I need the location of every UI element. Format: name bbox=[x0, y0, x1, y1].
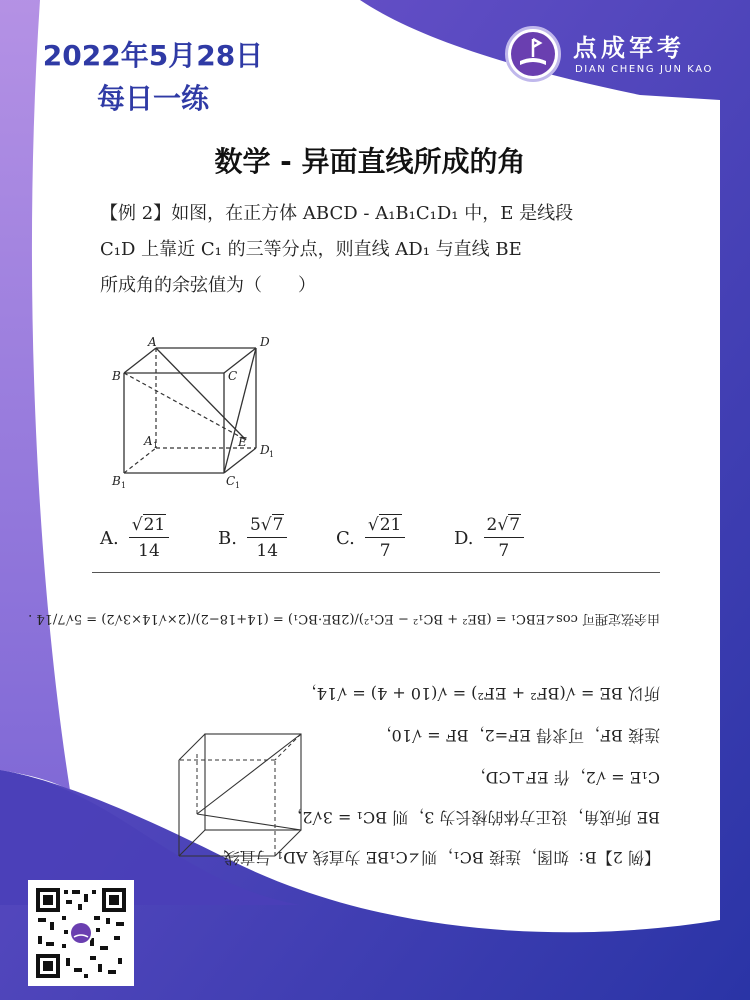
question-line-2: C₁D 上靠近 C₁ 的三等分点，则直线 AD₁ 与直线 BE bbox=[100, 239, 522, 260]
label-d1: D bbox=[260, 443, 270, 457]
option-c[interactable] bbox=[336, 510, 405, 566]
option-c-denominator: 7 bbox=[379, 541, 391, 561]
solution-cube-figure bbox=[165, 720, 315, 870]
sub-d1: 1 bbox=[269, 450, 275, 459]
option-d-denominator: 7 bbox=[498, 541, 510, 561]
sub-c1: 1 bbox=[235, 481, 241, 490]
question-line-3: 所成角的余弦值为（ ） bbox=[100, 275, 316, 296]
question-text bbox=[100, 196, 680, 304]
option-d[interactable] bbox=[454, 510, 524, 566]
option-b[interactable] bbox=[218, 510, 287, 566]
logo-subtitle: DIAN CHENG JUN KAO bbox=[575, 64, 714, 75]
divider-line bbox=[92, 572, 660, 573]
sub-a1: 1 bbox=[153, 441, 159, 450]
sub-b1: 1 bbox=[121, 481, 127, 490]
solution-line-4: 连接 BF，可求得 EF=2，BF = √10， bbox=[375, 726, 660, 745]
option-a-letter: A. bbox=[100, 527, 119, 549]
label-b: B bbox=[112, 369, 121, 383]
option-c-value: $\frac{√21}{7}$ bbox=[365, 515, 405, 561]
option-d-value: $\frac{2√7}{7}$ bbox=[484, 515, 525, 561]
option-b-letter: B. bbox=[218, 527, 237, 549]
question-line-1-text: 如图，在正方体 ABCD - A₁B₁C₁D₁ 中，E 是线段 bbox=[171, 203, 574, 224]
option-c-radicand: 21 bbox=[379, 515, 402, 535]
option-d-letter: D. bbox=[454, 527, 474, 549]
logo-name: 点成军考 bbox=[573, 34, 685, 62]
label-c1: C bbox=[226, 474, 236, 488]
logo-emblem-icon bbox=[505, 26, 561, 82]
option-a-value: $\frac{√21}{14}$ bbox=[129, 515, 169, 561]
solution-line-6: 由余弦定理可 cos∠EBC₁ = (BE² + BC₁² − EC₁²)/(2BE·BC₁) = (14+18−2)/(2×√14×3√2) = 5√7/14 . bbox=[28, 611, 660, 626]
label-b1: B bbox=[112, 474, 121, 488]
option-a-denominator: 14 bbox=[138, 541, 160, 561]
option-d-coef: 2 bbox=[486, 515, 498, 535]
label-d: D bbox=[260, 335, 270, 349]
option-c-letter: C. bbox=[336, 527, 355, 549]
label-e: E bbox=[238, 435, 247, 449]
label-a: A bbox=[148, 335, 157, 349]
solution-line-5: 所以 BE = √(BF² + EF²) = √(10 + 4) = √14， bbox=[300, 684, 660, 703]
solution-line-2: BE 所成角，设正方体的棱长为 3，则 BC₁ = 3√2， bbox=[286, 808, 660, 827]
option-b-coef: 5 bbox=[249, 515, 261, 535]
solution-upside-down bbox=[28, 586, 660, 870]
option-a-radicand: 21 bbox=[143, 515, 166, 535]
solution-line-1: 【例 2】B：如图，连接 BC₁，则∠C₁BE 为直线 AD₁ 与直线 bbox=[223, 848, 660, 867]
option-d-radicand: 7 bbox=[509, 515, 521, 535]
option-a[interactable] bbox=[100, 510, 169, 566]
page-title: 数学 - 异面直线所成的角 bbox=[214, 145, 526, 178]
question-tag: 【例 2】 bbox=[100, 203, 172, 224]
question-line-1 bbox=[100, 196, 680, 232]
qr-code[interactable] bbox=[28, 880, 134, 986]
brand-logo bbox=[505, 26, 745, 82]
option-b-value: $\frac{5√7}{14}$ bbox=[247, 515, 288, 561]
daily-practice-title: 每日一练 bbox=[96, 82, 209, 115]
label-c: C bbox=[228, 369, 238, 383]
cube-figure bbox=[100, 328, 300, 493]
qr-code-icon bbox=[34, 886, 128, 980]
date-title: 2022年5月28日 bbox=[42, 39, 264, 72]
answer-options bbox=[100, 510, 660, 570]
label-a1: A bbox=[144, 434, 153, 448]
option-b-radicand: 7 bbox=[272, 515, 284, 535]
option-b-denominator: 14 bbox=[256, 541, 279, 561]
solution-line-3: C₁E = √2，作 EF⊥CD， bbox=[469, 768, 660, 787]
